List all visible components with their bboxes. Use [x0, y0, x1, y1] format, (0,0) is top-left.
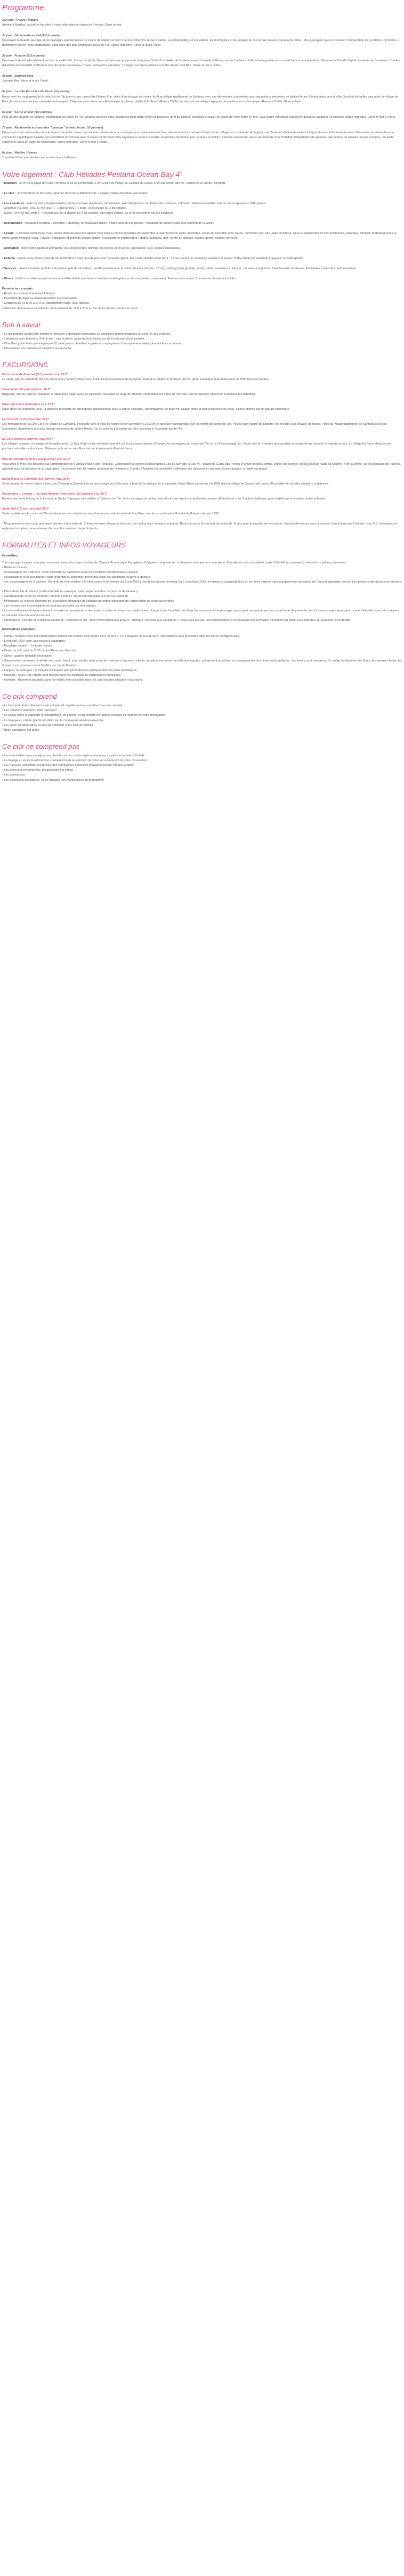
- formalites-text: • Les ressortissants étrangers doivent consulter le consulat de la destination choisie et doivent accomplir, à leur charge, toute formalité spécifique les concernant. Un passager qui ne peut pas embarquer sur un vol faute de présenter les documents requis (passeport, carte d'identité, visas, etc.) ne peut se prévaloir d'aucun remboursement.: [2, 609, 399, 618]
- prix-comprend-title: Ce prix comprend: [2, 692, 57, 700]
- info-text: : hôtel accessible aux personnes à mobilité réduite (certaines chambres aménagées, accès aux parties communes). Animaux non admis. Commerces, boutiques à 1 km.: [13, 277, 237, 281]
- day-text: Pour goûter au large de Madère, contemplez les côtes de l'île, plongez dans les eaux cristallines pour nager avec les poissons (prêt de palmes, masques et tuba). Au cours de cette sortie en mer, vous aurez l'occasion d'observer quelques dauphins et baleines. Après-midi libre. Dîner et nuit à l'hôtel.: [2, 115, 396, 119]
- day-title: 6e jour : Sortie en mer (1/2 journée): [2, 110, 52, 114]
- info-item: [2, 654, 402, 659]
- excursion-title: Eira Do Serrado & Monte (1/2 journée) env. 21 €*: [2, 457, 70, 461]
- info-item: [2, 639, 402, 644]
- info-label: Monnaie: [4, 673, 15, 677]
- excursion-text: Baignade, prêt de palmes, masques et tubas pour nager avec les poissons. Naviguez au large de Madère, contemplez les côtes de l'île sous une perspective différente et admirez les dauphins.: [2, 393, 256, 397]
- day-title: 4e jour : Journée libre: [2, 75, 34, 78]
- page: [0, 0, 404, 783]
- prix-comprend-pas-item: • Les excursions facultatives, et les activités non mentionnées au programme: [2, 778, 402, 783]
- excursion-text: Dîner dans un restaurant local, la fameuse brochette de bœuf grillée (assaisonnée avec le laurier sauvage), accompagnée de maïs frit, salade, frites et pain local (bolo do caco). Soirée animée par un groupe folklorique.: [2, 408, 290, 411]
- prix-comprend-pas-section: [2, 742, 402, 783]
- formule-item: • Collations de 16 h 00 à 17 h 30 (assortiment sucré, salé, glaces).: [2, 301, 402, 306]
- formalites-text: • Autorisation de sortie du territoire (Imprimé Cerfa N° 15646*01 disponible sur service-public.fr): [2, 595, 128, 598]
- day-title: 2e jour : Découverte en 4x4 (1/2 journée): [2, 34, 60, 38]
- excursion-text: Venez monter le même navire à bord que Christophe Colomb lors de son voyage vers l'inconnu, à bord de la réplique de la caravelle Santa Maria (construite en 1998 dans le village de Camara de Lobos). Possibilité de voir des dauphins et baleines.: [2, 482, 329, 486]
- info-label: Le club: [4, 191, 15, 195]
- excursion-item: [2, 492, 402, 502]
- info-label: Santé: [4, 654, 12, 658]
- program-day: [2, 18, 402, 28]
- day-title: 8e jour : Madère / France: [2, 151, 37, 155]
- info-label: Restauration: [4, 222, 22, 225]
- prix-comprend-pas-item: • Les dépenses personnelles, les pourboires et extras: [2, 768, 402, 773]
- formalites-text: Tout passager français, européen ou ressortissant d'un pays membre de l'Espace Économique Européen a l'obligation de présenter, à chaque embarquement, une pièce d'identité en cours de validité (carte d'identité ou passeport), selon les conditions suivantes :: [2, 561, 348, 564]
- prix-comprend-section: [2, 692, 402, 733]
- info-label: Électricité: [4, 640, 17, 643]
- excursion-item: [2, 437, 402, 451]
- hotel-name: Votre logement : Club Héliades Pestana Ocean Bay 4: [2, 169, 180, 179]
- info-text: : - 1h toute l'année.: [27, 644, 53, 648]
- info-label: Gastronomie: [4, 659, 21, 663]
- info-item: [2, 668, 402, 673]
- formalites-text: • Informations, sécurité et conditions sanitaires : consultez le site "https://www.diplomatie.gouv.fr/", rubrique «conseils aux voyageurs ». Dans tous les cas, l'accomplissement et le paiement des formalités incombent au client, seul détenteur du passeport et d'identité.: [2, 619, 351, 623]
- excursion-item: [2, 387, 402, 397]
- info-text: : salle de bains (baignoire/WC), sèche-cheveux, téléphone, climatisation, petit réfrigérateur et plateau de courtoisie, coffre-fort, télévision satellite, balcon, fer à repasser et WIFI gratuit.: [24, 201, 266, 205]
- excursion-title: Découverte de Funchal (1/2 journée) env. 33 €*: [2, 373, 68, 376]
- info-text: : poissons, fruits de mer, veau, bœuf, porc, poulet, mais aussi les nombreux légumes cultivés sur place sont servis en délicieux ragoûts, qui peuvent aussi bien accompagner les brochettes et les grillades ; les fruits y sont nombreux. On goûte les légumes, les fleurs, les bananes-fraise, les boissons sur la barraca de la Madère. Le vin de Madère.: [2, 659, 402, 667]
- info-text: : bassin d'eau douce (chauffé de septembre à mai), aire de jeux avec échiquier géant. Mini-club Héliades pour les 4 - 12 ans durant les vacances scolaires, 6 jours/7. Baby-sitting sur demande et payant. Lit bébé gratuit.: [15, 257, 304, 261]
- info-text: : 202 chambres et 65 suites réparties dans deux bâtiments de 7 étages, toutes orientées vers la mer.: [14, 191, 149, 195]
- infos-head: Informations pratiques :: [2, 628, 37, 632]
- hotel-restauration: [2, 221, 402, 226]
- info-label: Animaux: [4, 678, 15, 682]
- excursion-title: La Côte Est (1 journée) env. 36 €*: [2, 418, 49, 422]
- day-title: 1er jour : France / Madère: [2, 19, 39, 22]
- prix-comprend-item: • Le transport aérien aller/retour par vol spécial, régulier ou low-cost (direct ou avec escale): [2, 704, 402, 708]
- formalites-text: • Pièce d'identité du mineur (carte d'identité ou passeport selon réglementation du pays de destination): [2, 590, 138, 593]
- excursion-text: Les villages typiques, les plages et les petits ports. Le Cap Girão et son belvédère perché sur la plus haute falaise d'Europe, les montagnes du centre de l'île, le col d'Encumeada, la « Route de l'or » (entrée de cascades et continuité en corniche le long de la côte. Le village de Porto Moniz et ses piscines naturelles volcaniques. Déjeuner puis retour vers Funchal par le plateau de Paul da Serra.: [2, 442, 392, 451]
- excursion-text: Les montagnes de la Côte Est et le village de Camacha. Poursuite vers le Pico do Arieiro et son belvédère (1 810 m) et déjeuner panoramique sur les monts du centre de l'île. Puis le parc naturel de Ribeiro Frio et visite d'un élevage de truites. Visite du village traditionnel de Santana avec ses étonnantes chaumières aux toits pointus entourées de jardins fleuris. Fin de journée à la pointe de São Lourenço à l'extrémité est de l'île.: [2, 423, 387, 431]
- info-text: : notre petite équipe d'animation, vous propose des activités en journée et en soirée (spectacles, jeux, soirées dansantes).: [18, 247, 181, 251]
- program-day: [2, 74, 402, 84]
- prix-comprend-pas-item: • Le bagage en soute (sauf mention contraire lors de la sélection de votre vol au moment de votre réservation): [2, 758, 402, 763]
- info-text: : chaises longues gratuits à la piscine, prêt de serviettes, navette gratuite pour le centre de Funchal (env. 10 mn), parking privé (gratuit), WI-FI gratuit, ascenseurs. Payant : parasols à la piscine, blanchisserie, boutiques. Principales cartes de crédit acceptées.: [16, 267, 357, 271]
- day-text: Arrivée à Madère, accueil et transfert à votre hôtel dans la région de Funchal. Dîner et nuit.: [2, 23, 123, 27]
- program-day: [2, 126, 402, 145]
- info-text: : restaurant principal « Arlequim » (buffets), un restaurant italien, 3 bars dont un à la piscine. Possibilité de panier-repas (sur commande la veille).: [22, 222, 215, 225]
- hotel-situation: [2, 181, 402, 186]
- hotel-club: [2, 191, 402, 196]
- excursion-item: [2, 507, 402, 516]
- hotel-title: [2, 170, 402, 179]
- info-label: Durée de vol: [4, 649, 21, 653]
- prix-comprend-item: • Le bagage en cabine (au format défini par la compagnie aérienne réservée): [2, 718, 402, 723]
- info-item: [2, 649, 402, 653]
- info-label: Enfants: [4, 257, 15, 261]
- hotel-services: [2, 267, 402, 271]
- excursion-title: Dîner spectacle folklorique env. 37 €*: [2, 403, 55, 407]
- hotel-section: [2, 170, 402, 311]
- hotel-enfants: [2, 256, 402, 261]
- info-item: [2, 659, 402, 668]
- excursion-title: Santa Maria de Colombo (1/2 journée) env. 35 €*: [2, 477, 70, 481]
- info-label: Services: [4, 267, 17, 271]
- day-title: 3e jour : Funchal (1/2 journée): [2, 54, 45, 58]
- info-label: Loisirs: [4, 232, 14, 236]
- prix-comprend-pas-item: • Les hausses carburants éventuelles des compagnies aériennes pouvant intervenir durant la saison: [2, 763, 402, 768]
- hotel-loisirs: [2, 231, 402, 241]
- day-text: Transfert à l'aéroport de Funchal et envol pour la France.: [2, 156, 78, 159]
- excursion-item: [2, 373, 402, 382]
- excursion-item: [2, 477, 402, 487]
- info-text: : aucune formalité nécessaire.: [12, 654, 53, 658]
- formule-tout-compris: [2, 287, 402, 311]
- bon-a-savoir-section: [2, 321, 402, 352]
- program-day: [2, 34, 402, 48]
- excursion-title: Safari 4x4 (1/2 journée) env. 35 €*: [2, 507, 50, 511]
- program-day: [2, 90, 402, 104]
- formalites-text: - accompagnés d'un seul parent : carte d'identité ou passeport personnel selon les conditions du pays ci-dessus.: [2, 575, 151, 579]
- formalites-text: - Les mineurs non accompagnés ne sont pas acceptés sur nos séjours.: [2, 604, 96, 608]
- formule-item: • Repas au restaurant principal Arlequim.: [2, 292, 402, 296]
- formalites-title: FORMALITÉS ET INFOS VOYAGEURS: [2, 541, 126, 550]
- hotel-rooms: [2, 201, 402, 216]
- program-title: Programme: [2, 3, 44, 12]
- day-text: Route vers les montagnes de la côte Est de l'île pour le parc naturel de Ribeiro Frio, visite d'un élevage de truites. Arrêt au village traditionnel de Santana avec ses étonnantes chaumières aux toits pointus entourées de jardins fleuris. Continuation vers la côte Ouest et les belles cascades, le village de Porto Moniz et ses piscines naturelles volcaniques. Déjeuner puis retour vers Funchal par le plateau de Paul da Serra* (Ratura 2000), la côte sud, les villages typiques, les petits ports et les plages. Retour à l'hôtel. Dîner et Nuit.: [2, 95, 398, 103]
- formalites-head: Formalités :: [2, 554, 19, 558]
- room-type: - Suites : env. 60 m2, pour 2 - 4 personnes, un lit double ou 2 lits simples, coin salon séparé, 3e et 4e personnes sur lits d'appoint.: [2, 211, 174, 215]
- prix-comprend-pas-item: • Les assurances: [2, 773, 402, 778]
- excursion-title: Randonnée « Levada » : la vraie Madère d'autrefois (1/2 journée) env. 30 €*: [2, 492, 108, 496]
- day-text: Journée libre, dîner et nuit à l'hôtel.: [2, 79, 49, 83]
- info-text: : 2 piscines extérieures d'eau douce dont une pour les adultes avec bain à remous (chauffée de septembre à mai), tennis de table, fléchettes, centre de bien-être avec sauna, hammam, bain turc, salle de fitness. Sous la supervision de nos animateurs, pétanque, minigolf, football et tennis à l'hôtel voisin Pestana Royal. Payant : massages et soins de beauté, billard. A proximité et indépendant : sports nautiques, golf, centre de plongée, casino, pêche, location de vélos.: [2, 232, 397, 240]
- info-label: Climat: [4, 635, 13, 639]
- formalites-text: - non accompagnés de 2 parents : En vertu de la loi relative à la lutte contre le terrorisme du 3 juin 2016 et du décret gouvernemental du 2 novembre 2016, les mineurs voyageant hors du territoire national sans une personne détentrice de l'autorité parentale doivent être porteurs des documents suivants :: [2, 580, 402, 588]
- day-text: Départ pour une randonnée parmi le réseau de petits canaux qui ont été creusés dans la montagne pour approvisionner l'eau des sommets jusqu'aux champs et aux villages en contrebas. À l'origine, ces "levadas" étaient destinées à l'agriculture et à l'industrie locales. Désormais, le réseau trace le chemin de magnifiques balades qui permettent de renouer avec la nature et découvrir des paysages à couper le souffle, en parfaite harmonie avec la faune et la flore. Après la randonnée, pause gourmande chez l'habitant (dégustation de gâteaux, pain à base de patates douces et fruits), une belle expérience dans un esprit de convivialité. Après-midi libre. Dîner et nuit à l'hôtel.: [2, 131, 394, 144]
- info-text: : Rarement acceptés dans les hôtels. Non acceptés dans les cars lors des circuits et excursions.: [15, 678, 144, 682]
- bon-a-savoir-item: • Observation des baleines et dauphins non garantie.: [2, 346, 402, 351]
- info-text: : environ 3h30 depuis Paris pour Funchal.: [21, 649, 77, 653]
- prix-comprend-item: • Le séjour selon la catégorie d'hébergement, de pension et du nombre de nuitées choisies au moment de votre réservation: [2, 713, 402, 718]
- day-text: Découverte de la belle ville de Funchal : la vieille ville, le marché (fruits, fleurs et poissons typiques de la région). Visite d'un atelier de broderie suivie d'un arrêt à Monte, sur les hauteurs de Funchal apprécié pour sa fraîcheur et sa végétation. Découverte libre de l'église, tombeau de l'empereur Charles d'Autriche et possibilité d'effectuer une descente en traîneau d'osier, sensations garanties ! (à régler sur place). Retour à l'hôtel. Après-midi libre. Dîner et nuit à l'hôtel.: [2, 59, 400, 68]
- prix-comprend-item: • Les taxes aéroportuaires, la taxe de solidarité et les frais de dossier: [2, 723, 402, 728]
- prix-comprend-item: • Les transferts aéroport / hôtel / aéroport: [2, 708, 402, 713]
- info-text: : 220 Volts, pas besoin d'adaptateur.: [17, 640, 66, 643]
- formalites-text: - accompagnés de 2 parents : carte d'identité ou passeport selon les conditions mentionnées ci-dessus.: [2, 570, 139, 574]
- prix-comprend-pas-item: • Les éventuelles taxes de séjour par chambre et par nuit (à régler en espèces sur place à l'arrivée à l'hôtel): [2, 754, 402, 758]
- info-text: : l'euro. Les retraits sont facilités dans les distributeurs automatiques bancaires.: [15, 673, 122, 677]
- info-label: Situation: [4, 181, 17, 185]
- info-text: : le portugais. Le français et l'anglais sont généralement pratiqués dans les lieux touristiques.: [14, 668, 138, 672]
- excursion-item: [2, 457, 402, 472]
- info-text: : 20 m de la plage de Praia Formosa et de sa promenade, 3 km à pied du village de Camara de Lobos, 5 km du centre-ville de Funchal et 20 km de l'aéroport.: [17, 181, 226, 185]
- info-label: Divers: [4, 277, 13, 281]
- info-label: Les chambres: [4, 201, 25, 205]
- info-item: [2, 634, 402, 639]
- excursions-note: * Programmes et tarifs (par personne) donnés à titre indicatif. Entrées incluses. Repas et boissons non inclus (sauf mention contraire). Réduction pour les enfants de moins de 11 ans pour la plupart des excursions. Bateau aller-retour pour l'excursion Santa Maria de Colombo : env. 6 €. Inscriptions et règlement sur place, sous réserve d'un nombre minimum de participants.: [2, 522, 398, 530]
- bon-a-savoir-item: • 1 déjeuner avec boissons (1/4 de vin + eau ou bière ou jus de fruit) inclus lors de l'excursion d'une journée.: [2, 337, 402, 342]
- prix-comprend-pas-title: Ce prix ne comprend pas: [2, 742, 80, 750]
- excursion-text: La vieille ville, la cathédrale du XVe siècle et le marché typique avec fruits, fleurs et poissons de la région. Visite d'un atelier de broderie puis du jardin botanique regroupant plus de 2000 fleurs et plantes.: [2, 378, 269, 381]
- formule-item: • Sélection de boissons alcoolisées ou alcoolisées de 11 h à 23 h au bar de la piscine, servies au verre.: [2, 306, 402, 311]
- excursions-section: [2, 361, 402, 531]
- excursion-title: La Côte Ouest (1 journée) env. 36 €*: [2, 438, 53, 441]
- formule-title: Formule tout compris: [2, 287, 33, 291]
- bon-a-savoir-item: • Le programme pourra être modifié en fonction d'impératifs techniques ou conditions météorologiques ou selon le jour d'arrivée.: [2, 332, 402, 337]
- excursion-item: [2, 417, 402, 432]
- hotel-divers: [2, 277, 402, 281]
- formule-item: • Possibilité de dîner au restaurant italien sur réservation.: [2, 296, 402, 301]
- day-title: 5e jour : La côte Est et la côte Ouest (1 journée): [2, 90, 70, 94]
- excursion-title: Catamaran (1/2 journée) env. 30 €*: [2, 388, 51, 392]
- info-label: Animation: [4, 247, 19, 251]
- info-item: [2, 678, 402, 683]
- day-title: 7e jour : Randonnée au cœur des "Levadas" (niveau facile, 1/2 journée): [2, 126, 103, 130]
- excursions-title: EXCURSIONS: [2, 361, 48, 369]
- prix-comprend-item: • Notre assistance sur place.: [2, 728, 402, 733]
- info-item: [2, 673, 402, 678]
- excursion-item: [2, 402, 402, 412]
- hotel-animation: [2, 246, 402, 251]
- info-label: Décalage horaire: [4, 644, 27, 648]
- program-day: [2, 54, 402, 68]
- star-icon: *: [180, 169, 182, 175]
- excursion-text: Sortie en 4x4 vers le centre de l'île et balade sur des chemins en terre battue pour admirer la forêt Laurifère, inscrite au patrimoine Mondial de l'Unesco depuis 1999.: [2, 512, 220, 515]
- program-day: [2, 110, 402, 120]
- day-text: Découvrez la beauté sauvage et les paysages spectaculaires du centre de Madère à bord d'un 4x4. Chemins de terre battue, vue imprenable sur les vallées, les montagnes et les villages de Curral das Freiras, Camara de lobos... des paysages hauts en couleur ! Dégustation de la célèbre « Poncha », traditionnel punch (avec supplément) dans l'une des plus anciennes caves de l'île. Après-midi libre. Dîner et nuit à l'hôtel: [2, 39, 399, 47]
- formalites-section: [2, 541, 402, 683]
- program-day: [2, 151, 402, 160]
- formalites-text: • Bébés et mineurs :: [2, 566, 29, 569]
- info-item: [2, 644, 402, 649]
- info-label: Langue: [4, 668, 14, 672]
- excursion-text: Randonnée facile le long de la Levada de Gaula. Paysages des vallées à l'intérieur de l'île, fleurs sauvages et contact avec les locaux. Après la randonnée, pause café (incluse) chez l'habitant (gâteaux, pain traditionnel à la patate douce et fruits).: [2, 497, 326, 500]
- excursion-text: Vous direz le Pico Dos Barcelos sur l'amphithéâtre de Funchal (Vallée des Fenouils). Continuation à travers les bois jusqu'à Eira do Serrado (1 026 m) : village de Curral das Freiras et chute en beau temps. Vallée des Nonnes et plus les plus hauts de Madère. Arrêt à Monte, sur les hauteurs de Funchal, apprécié pour sa fraîcheur et sa végétation. Découverte libre de l'église (tombeau de l'empereur Charles d'Autriche) et possibilité d'effectuer une descente en traîneau d'osier (payant, à régler sur place).: [2, 462, 401, 471]
- info-text: : tempéré avec des températures douces été comme hiver (entre 18°C et 25°C). Il y a toujours un peu de vent. Précipitations plus présentes dans les zones montagneuses.: [12, 635, 240, 639]
- bon-a-savoir-title: Bon à savoir: [2, 320, 41, 329]
- room-type: - Chambre vue mer : env. 31 m2, pour 1 - 2 personnes + 1 bébé, un lit double ou 2 lits simples.: [2, 206, 127, 210]
- bon-a-savoir-item: • Chauffeur guide francophone jusqu'à 12 participants, chauffeur + guide accompagnateur francophone au-delà, pendant les excursions.: [2, 342, 402, 346]
- program-days: [2, 18, 402, 160]
- formalites-text: • Photocopie de la pièce d'identité de la personne détentrice de l'autorité parentale signataire de l'autorisation de sortie du territoire: [2, 600, 174, 603]
